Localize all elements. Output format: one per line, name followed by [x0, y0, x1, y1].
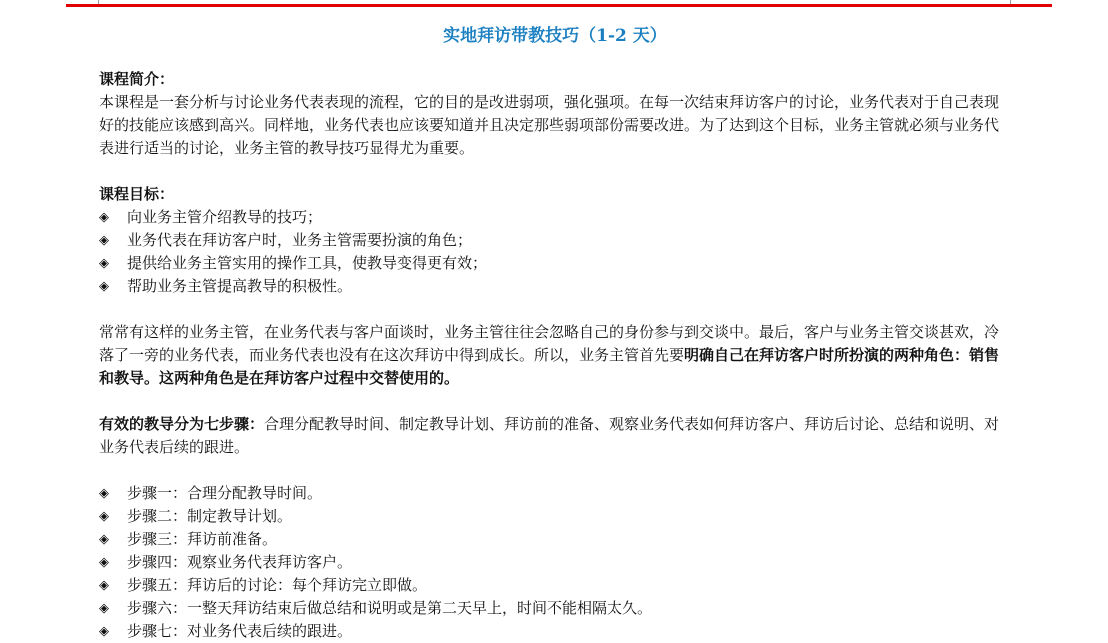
intro-paragraph: 本课程是一套分析与讨论业务代表表现的流程，它的目的是改进弱项，强化强项。在每一次结束拜访客户的讨论，业务代表对于自己表现好的技能应该感到高兴。同样地，业务代表也应该要知道并且决定那些弱项部份需要改进。为了达到这个目标，业务主管就必须与业务代表进行适当的讨论，业务主管的教导技巧显得尤为重要。 [99, 93, 1000, 157]
header-red-rule [66, 4, 1052, 7]
objectives-list [99, 206, 1011, 298]
objectives-heading: 课程目标： [99, 185, 175, 203]
steps-intro-paragraph [99, 413, 1011, 459]
diamond-bullet-icon: ◈ [99, 532, 109, 547]
diamond-bullet-icon: ◈ [99, 210, 109, 225]
list-item [99, 252, 1011, 275]
step-text: 步骤七：对业务代表后续的跟进。 [127, 622, 353, 640]
list-item [99, 597, 1011, 620]
document-body [99, 25, 1011, 643]
list-item [99, 229, 1011, 252]
steps-list [99, 482, 1011, 643]
diamond-bullet-icon: ◈ [99, 601, 109, 616]
steps-intro-bold: 有效的教导分为七步骤： [99, 415, 265, 433]
roles-text: 常常有这样的业务主管，在业务代表与客户面谈时，业务主管往往会忽略自己的身份参与到交谈中。最后，客户与业务主管交谈甚欢，冷落了一旁的业务代表，而业务代表也没有在这次拜访中得到成长。所以，业务主管首先要 [99, 323, 1000, 364]
objective-text: 提供给业务主管实用的操作工具，使教导变得更有效； [127, 254, 488, 272]
list-item [99, 505, 1011, 528]
step-text: 步骤一：合理分配教导时间。 [127, 484, 323, 502]
document-title: 实地拜访带教技巧（1-2 天） [443, 26, 667, 46]
diamond-bullet-icon: ◈ [99, 578, 109, 593]
diamond-bullet-icon: ◈ [99, 233, 109, 248]
diamond-bullet-icon: ◈ [99, 256, 109, 271]
list-item [99, 482, 1011, 505]
list-item [99, 574, 1011, 597]
step-text: 步骤二：制定教导计划。 [127, 507, 293, 525]
list-item [99, 528, 1011, 551]
intro-heading: 课程简介： [99, 70, 175, 88]
step-text: 步骤六：一整天拜访结束后做总结和说明或是第二天早上，时间不能相隔太久。 [127, 599, 653, 617]
objective-text: 向业务主管介绍教导的技巧； [127, 208, 323, 226]
list-item [99, 206, 1011, 229]
step-text: 步骤四：观察业务代表拜访客户。 [127, 553, 353, 571]
list-item [99, 551, 1011, 574]
diamond-bullet-icon: ◈ [99, 624, 109, 639]
list-item [99, 275, 1011, 298]
roles-bold-text: 明确自己在拜访客户时所扮演的两种角色：销售和教导。这两种角色是在拜访客户过程中交替使用的。 [99, 346, 1000, 387]
diamond-bullet-icon: ◈ [99, 486, 109, 501]
roles-paragraph [99, 321, 1011, 390]
objective-text: 帮助业务主管提高教导的积极性。 [127, 277, 353, 295]
step-text: 步骤三：拜访前准备。 [127, 530, 278, 548]
diamond-bullet-icon: ◈ [99, 279, 109, 294]
diamond-bullet-icon: ◈ [99, 509, 109, 524]
objective-text: 业务代表在拜访客户时，业务主管需要扮演的角色； [127, 231, 473, 249]
step-text: 步骤五：拜访后的讨论：每个拜访完立即做。 [127, 576, 428, 594]
diamond-bullet-icon: ◈ [99, 555, 109, 570]
steps-intro-text: 合理分配教导时间、制定教导计划、拜访前的准备、观察业务代表如何拜访客户、拜访后讨论、总结和说明、对业务代表后续的跟进。 [99, 415, 1000, 456]
